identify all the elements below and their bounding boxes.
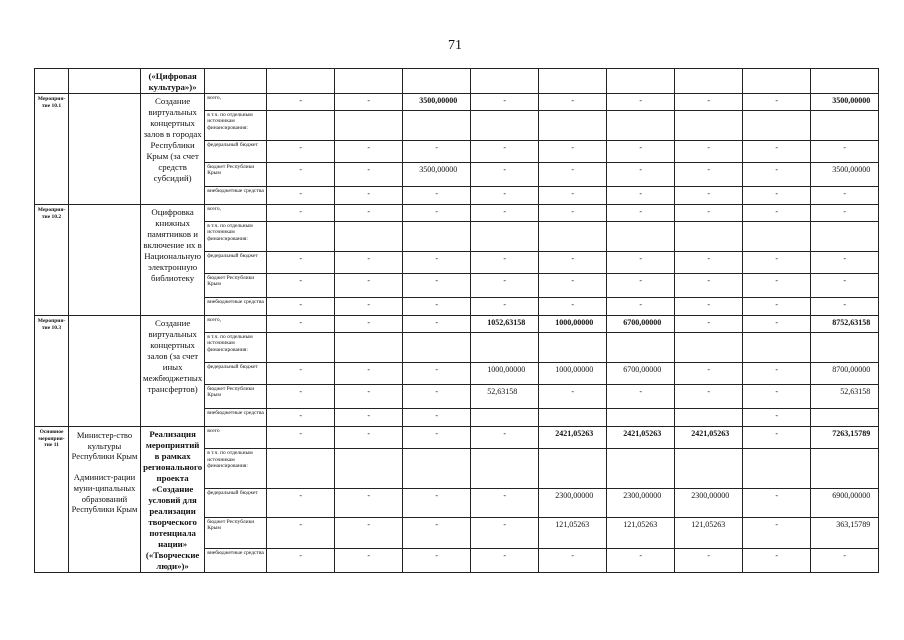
total-amount-cell: 3500,00000 (811, 162, 879, 186)
cell (743, 69, 811, 94)
amount-cell: - (335, 273, 403, 297)
amount-cell: - (471, 162, 539, 186)
amount-cell: - (539, 273, 607, 297)
cell (607, 69, 675, 94)
amount-cell: 6700,00000 (607, 315, 675, 332)
amount-cell: - (743, 273, 811, 297)
cell (267, 69, 335, 94)
amount-cell: - (403, 384, 471, 408)
amount-cell: 2300,00000 (539, 488, 607, 517)
amount-cell: - (743, 384, 811, 408)
amount-cell (607, 110, 675, 140)
funding-source-label: всего (205, 426, 267, 448)
amount-cell: - (403, 140, 471, 162)
amount-cell: 121,05263 (675, 517, 743, 549)
table-row (35, 204, 879, 221)
total-amount-cell: - (811, 251, 879, 273)
amount-cell: - (403, 549, 471, 573)
measure-code: Мероприя-тие 10.3 (35, 315, 69, 426)
amount-cell: - (267, 186, 335, 204)
amount-cell: - (471, 204, 539, 221)
amount-cell (471, 110, 539, 140)
funding-source-label: в т.ч. по отдельным источникам финансирования: (205, 449, 267, 488)
amount-cell: - (403, 186, 471, 204)
measure-name: Оцифровка книжных памятников и включение их в Национальную электронную библиотеку (141, 204, 205, 315)
amount-cell (539, 221, 607, 251)
total-amount-cell: 8752,63158 (811, 315, 879, 332)
amount-cell (335, 110, 403, 140)
amount-cell: 6700,00000 (607, 362, 675, 384)
funding-source-label: внебюджетные средства (205, 186, 267, 204)
cell (205, 69, 267, 94)
amount-cell: - (403, 362, 471, 384)
funding-source-label: федеральный бюджет (205, 362, 267, 384)
amount-cell: - (471, 517, 539, 549)
cell (675, 69, 743, 94)
amount-cell: - (607, 186, 675, 204)
financing-table (34, 68, 879, 573)
amount-cell (607, 221, 675, 251)
total-amount-cell: 3500,00000 (811, 93, 879, 110)
amount-cell (471, 449, 539, 488)
amount-cell: 3500,00000 (403, 93, 471, 110)
responsible-executor: Министер-ство культуры Республики Крым Админист-рации муни-ципальных образований Республики Крым (69, 426, 141, 572)
total-amount-cell: - (811, 140, 879, 162)
measure-code: Основное мероприя-тие 11 (35, 426, 69, 572)
amount-cell: - (403, 408, 471, 426)
funding-source-label: в т.ч. по отдельным источникам финансирования: (205, 221, 267, 251)
amount-cell: - (675, 273, 743, 297)
funding-source-label: в т.ч. по отдельным источникам финансирования: (205, 332, 267, 362)
amount-cell: - (539, 162, 607, 186)
amount-cell: - (267, 315, 335, 332)
amount-cell: - (743, 162, 811, 186)
amount-cell: - (267, 384, 335, 408)
amount-cell (743, 449, 811, 488)
amount-cell: - (539, 251, 607, 273)
financing-table-wrapper (34, 68, 879, 573)
amount-cell: 1000,00000 (539, 362, 607, 384)
amount-cell: - (743, 140, 811, 162)
amount-cell: - (471, 488, 539, 517)
amount-cell: - (267, 362, 335, 384)
amount-cell (471, 408, 539, 426)
amount-cell: - (267, 517, 335, 549)
amount-cell: - (335, 408, 403, 426)
measure-code: Мероприя-тие 10.1 (35, 93, 69, 204)
amount-cell: - (471, 426, 539, 448)
total-amount-cell: 52,63158 (811, 384, 879, 408)
amount-cell (403, 332, 471, 362)
amount-cell (607, 408, 675, 426)
amount-cell: - (607, 93, 675, 110)
amount-cell (607, 449, 675, 488)
amount-cell: - (743, 488, 811, 517)
total-amount-cell (811, 408, 879, 426)
amount-cell: - (267, 426, 335, 448)
total-amount-cell: 8700,00000 (811, 362, 879, 384)
amount-cell: 121,05263 (607, 517, 675, 549)
amount-cell: - (675, 549, 743, 573)
amount-cell: - (607, 162, 675, 186)
amount-cell: - (335, 93, 403, 110)
amount-cell (335, 449, 403, 488)
amount-cell: 121,05263 (539, 517, 607, 549)
amount-cell: - (743, 408, 811, 426)
amount-cell: - (743, 93, 811, 110)
amount-cell: - (539, 549, 607, 573)
amount-cell (471, 332, 539, 362)
amount-cell: - (471, 251, 539, 273)
amount-cell (471, 221, 539, 251)
funding-source-label: внебюджетные средства (205, 549, 267, 573)
amount-cell: - (743, 517, 811, 549)
funding-source-label: в т.ч. по отдельным источникам финансирования: (205, 110, 267, 140)
amount-cell: - (267, 273, 335, 297)
amount-cell: 1000,00000 (471, 362, 539, 384)
amount-cell: - (471, 549, 539, 573)
amount-cell: - (403, 488, 471, 517)
amount-cell: - (335, 297, 403, 315)
cell (335, 69, 403, 94)
amount-cell: - (471, 140, 539, 162)
total-amount-cell (811, 221, 879, 251)
amount-cell: - (267, 204, 335, 221)
total-amount-cell: - (811, 204, 879, 221)
amount-cell (675, 332, 743, 362)
amount-cell: - (335, 186, 403, 204)
amount-cell: - (607, 384, 675, 408)
amount-cell: - (471, 273, 539, 297)
amount-cell: - (335, 549, 403, 573)
amount-cell (403, 110, 471, 140)
cell (539, 69, 607, 94)
total-amount-cell: - (811, 297, 879, 315)
amount-cell: - (471, 93, 539, 110)
amount-cell: - (335, 315, 403, 332)
amount-cell: - (675, 140, 743, 162)
amount-cell: - (471, 297, 539, 315)
funding-source-label: федеральный бюджет (205, 140, 267, 162)
amount-cell: - (403, 315, 471, 332)
funding-source-label: внебюджетные средства (205, 408, 267, 426)
amount-cell: - (743, 315, 811, 332)
amount-cell: 2300,00000 (607, 488, 675, 517)
responsible-executor (69, 204, 141, 315)
amount-cell: - (539, 93, 607, 110)
amount-cell: - (335, 517, 403, 549)
amount-cell: - (403, 297, 471, 315)
table-row (35, 426, 879, 448)
amount-cell: - (335, 251, 403, 273)
amount-cell: - (403, 273, 471, 297)
total-amount-cell: - (811, 549, 879, 573)
amount-cell (743, 221, 811, 251)
amount-cell: - (267, 93, 335, 110)
total-amount-cell (811, 332, 879, 362)
amount-cell: - (539, 204, 607, 221)
amount-cell: - (675, 186, 743, 204)
amount-cell: 3500,00000 (403, 162, 471, 186)
table-row (35, 93, 879, 110)
amount-cell: - (607, 273, 675, 297)
amount-cell (267, 449, 335, 488)
amount-cell: - (403, 251, 471, 273)
amount-cell: 1052,63158 (471, 315, 539, 332)
amount-cell (403, 449, 471, 488)
cell (811, 69, 879, 94)
amount-cell: - (335, 384, 403, 408)
amount-cell: - (335, 204, 403, 221)
total-amount-cell: 6900,00000 (811, 488, 879, 517)
amount-cell: 2421,05263 (539, 426, 607, 448)
funding-source-label: всего, (205, 204, 267, 221)
total-amount-cell (811, 110, 879, 140)
amount-cell: - (335, 488, 403, 517)
amount-cell (675, 221, 743, 251)
measure-name: Создание виртуальных концертных залов (за счет иных межбюджетных трансфертов) (141, 315, 205, 426)
amount-cell: - (267, 140, 335, 162)
amount-cell: 52,63158 (471, 384, 539, 408)
amount-cell: - (743, 362, 811, 384)
row-name-cell: («Цифровая культура»)» (141, 69, 205, 94)
amount-cell: - (607, 297, 675, 315)
amount-cell (539, 332, 607, 362)
amount-cell: - (607, 140, 675, 162)
total-amount-cell: - (811, 186, 879, 204)
amount-cell: - (267, 549, 335, 573)
funding-source-label: бюджет Республики Крым (205, 517, 267, 549)
amount-cell (675, 449, 743, 488)
amount-cell: - (539, 297, 607, 315)
amount-cell (403, 221, 471, 251)
responsible-executor (69, 93, 141, 204)
responsible-executor (69, 315, 141, 426)
amount-cell (743, 110, 811, 140)
funding-source-label: бюджет Республики Крым (205, 162, 267, 186)
table-header-row (35, 69, 879, 94)
amount-cell: - (335, 362, 403, 384)
amount-cell (675, 408, 743, 426)
amount-cell: - (675, 251, 743, 273)
amount-cell (607, 332, 675, 362)
measure-code: Мероприя-тие 10.2 (35, 204, 69, 315)
amount-cell: - (539, 384, 607, 408)
funding-source-label: всего, (205, 315, 267, 332)
amount-cell: - (743, 204, 811, 221)
amount-cell (743, 332, 811, 362)
amount-cell: - (403, 426, 471, 448)
table-row (35, 315, 879, 332)
total-amount-cell (811, 449, 879, 488)
page-number: 71 (448, 38, 462, 53)
amount-cell (267, 221, 335, 251)
amount-cell: - (743, 426, 811, 448)
funding-source-label: бюджет Республики Крым (205, 384, 267, 408)
amount-cell: - (675, 204, 743, 221)
cell (403, 69, 471, 94)
amount-cell: - (471, 186, 539, 204)
amount-cell: - (743, 251, 811, 273)
amount-cell (267, 110, 335, 140)
amount-cell: - (743, 186, 811, 204)
cell (471, 69, 539, 94)
amount-cell: - (267, 162, 335, 186)
total-amount-cell: 363,15789 (811, 517, 879, 549)
amount-cell (335, 221, 403, 251)
amount-cell (539, 449, 607, 488)
funding-source-label: внебюджетные средства (205, 297, 267, 315)
amount-cell: - (335, 162, 403, 186)
amount-cell: - (675, 315, 743, 332)
amount-cell: - (743, 549, 811, 573)
amount-cell: 2421,05263 (675, 426, 743, 448)
amount-cell: - (607, 204, 675, 221)
total-amount-cell: 7263,15789 (811, 426, 879, 448)
funding-source-label: всего, (205, 93, 267, 110)
amount-cell: - (539, 186, 607, 204)
amount-cell: - (335, 426, 403, 448)
amount-cell: 2421,05263 (607, 426, 675, 448)
amount-cell: - (675, 297, 743, 315)
measure-name: Создание виртуальных концертных залов в городах Республики Крым (за счет средств субсидий) (141, 93, 205, 204)
amount-cell: - (675, 162, 743, 186)
amount-cell: - (675, 384, 743, 408)
amount-cell (267, 332, 335, 362)
amount-cell (675, 110, 743, 140)
cell (69, 69, 141, 94)
amount-cell: - (267, 488, 335, 517)
cell (35, 69, 69, 94)
amount-cell: 1000,00000 (539, 315, 607, 332)
amount-cell (335, 332, 403, 362)
amount-cell: - (267, 297, 335, 315)
amount-cell: - (675, 93, 743, 110)
amount-cell: 2300,00000 (675, 488, 743, 517)
amount-cell: - (743, 297, 811, 315)
amount-cell: - (539, 140, 607, 162)
amount-cell: - (403, 204, 471, 221)
funding-source-label: бюджет Республики Крым (205, 273, 267, 297)
funding-source-label: федеральный бюджет (205, 251, 267, 273)
measure-name: Реализация мероприятий в рамках регионального проекта «Создание условий для реализации творческого потенциала нации» («Творческие люди»)» (141, 426, 205, 572)
amount-cell: - (267, 251, 335, 273)
total-amount-cell: - (811, 273, 879, 297)
amount-cell (539, 110, 607, 140)
amount-cell: - (335, 140, 403, 162)
amount-cell: - (607, 251, 675, 273)
amount-cell: - (607, 549, 675, 573)
funding-source-label: федеральный бюджет (205, 488, 267, 517)
amount-cell: - (403, 517, 471, 549)
amount-cell: - (675, 362, 743, 384)
amount-cell (539, 408, 607, 426)
amount-cell: - (267, 408, 335, 426)
